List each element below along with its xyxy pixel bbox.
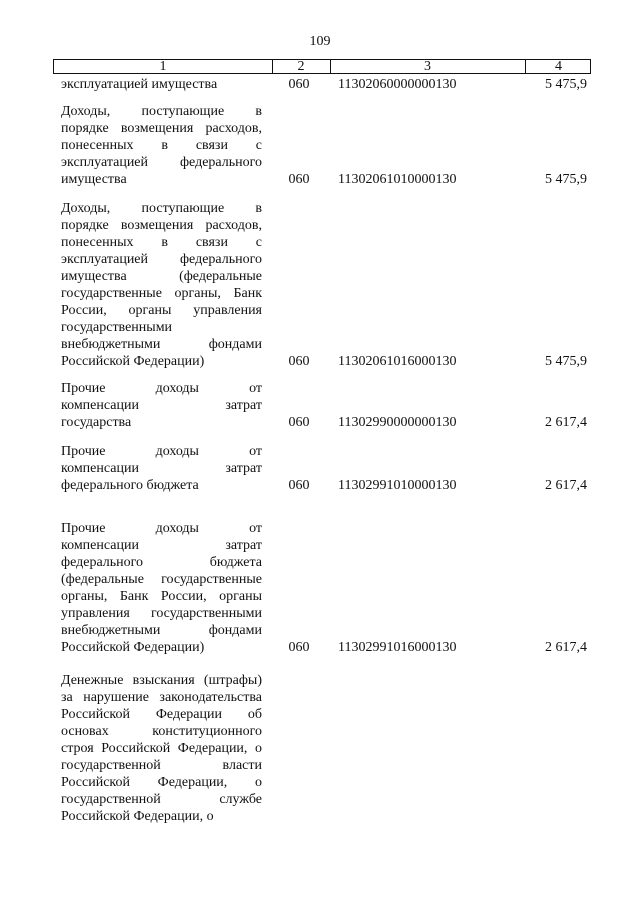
description-line: компенсации затрат — [61, 398, 262, 413]
description-line: государственные органы, Банк — [61, 286, 262, 301]
column-header-2: 2 — [272, 60, 331, 73]
row-amount: 2 617,4 — [545, 640, 587, 655]
description-line: Прочие доходы от — [61, 444, 262, 459]
description-line: порядке возмещения расходов, — [61, 218, 262, 233]
description-line: (федеральные государственные — [61, 572, 262, 587]
description-line: эксплуатацией федерального — [61, 155, 262, 170]
row-code: 060 — [288, 172, 310, 187]
table-header — [53, 59, 591, 74]
description-line: внебюджетными фондами — [61, 337, 262, 352]
column-header-3: 3 — [330, 60, 526, 73]
description-line: компенсации затрат — [61, 461, 262, 476]
description-line: компенсации затрат — [61, 538, 262, 553]
description-line: Доходы, поступающие в — [61, 201, 262, 216]
row-description — [61, 200, 262, 370]
row-amount: 5 475,9 — [545, 354, 587, 369]
row-code: 060 — [288, 640, 310, 655]
description-line: государственными — [61, 320, 173, 335]
description-line: понесенных в связи с — [61, 138, 262, 153]
description-line: России, органы управления — [61, 303, 262, 318]
row-code: 060 — [288, 415, 310, 430]
description-line: Прочие доходы от — [61, 521, 262, 536]
row-amount: 5 475,9 — [545, 172, 587, 187]
row-amount: 2 617,4 — [545, 478, 587, 493]
description-line: Доходы, поступающие в — [61, 104, 262, 119]
description-line: эксплуатацией федерального — [61, 252, 262, 267]
description-line: эксплуатацией имущества — [61, 77, 218, 92]
row-code: 060 — [288, 354, 310, 369]
description-line: Российской Федерации, о — [61, 775, 262, 790]
description-line: Прочие доходы от — [61, 381, 262, 396]
description-line: Денежные взыскания (штрафы) — [61, 673, 262, 688]
description-line: государственной службе — [61, 792, 262, 807]
row-description — [61, 76, 262, 93]
description-line: органы, Банк России, органы — [61, 589, 262, 604]
row-code: 060 — [288, 478, 310, 493]
description-line: Российской Федерации) — [61, 354, 205, 369]
row-description — [61, 520, 262, 656]
row-description — [61, 443, 262, 494]
description-line: государственной власти — [61, 758, 262, 773]
row-amount: 2 617,4 — [545, 415, 587, 430]
description-line: имущества (федеральные — [61, 269, 262, 284]
row-description — [61, 672, 262, 825]
description-line: Российской Федерации об — [61, 707, 262, 722]
description-line: федерального бюджета — [61, 478, 199, 493]
description-line: государства — [61, 415, 132, 430]
description-line: управления государственными — [61, 606, 262, 621]
description-line: порядке возмещения расходов, — [61, 121, 262, 136]
description-line: имущества — [61, 172, 127, 187]
row-kbk: 11302991010000130 — [338, 478, 457, 493]
description-line: Российской Федерации, о — [61, 809, 214, 824]
row-kbk: 11302060000000130 — [338, 77, 457, 92]
description-line: строя Российской Федерации, о — [61, 741, 262, 756]
description-line: понесенных в связи с — [61, 235, 262, 250]
row-description — [61, 380, 262, 431]
row-amount: 5 475,9 — [545, 77, 587, 92]
column-header-4: 4 — [555, 59, 562, 74]
row-kbk: 11302061010000130 — [338, 172, 457, 187]
description-line: за нарушение законодательства — [61, 690, 262, 705]
row-kbk: 11302061016000130 — [338, 354, 457, 369]
row-kbk: 11302990000000130 — [338, 415, 457, 430]
column-header-1: 1 — [54, 60, 273, 73]
description-line: внебюджетными фондами — [61, 623, 262, 638]
description-line: основах конституционного — [61, 724, 262, 739]
page-number: 109 — [309, 34, 331, 49]
description-line: Российской Федерации) — [61, 640, 205, 655]
row-description — [61, 103, 262, 188]
description-line: федерального бюджета — [61, 555, 262, 570]
row-code: 060 — [288, 77, 310, 92]
row-kbk: 11302991016000130 — [338, 640, 457, 655]
